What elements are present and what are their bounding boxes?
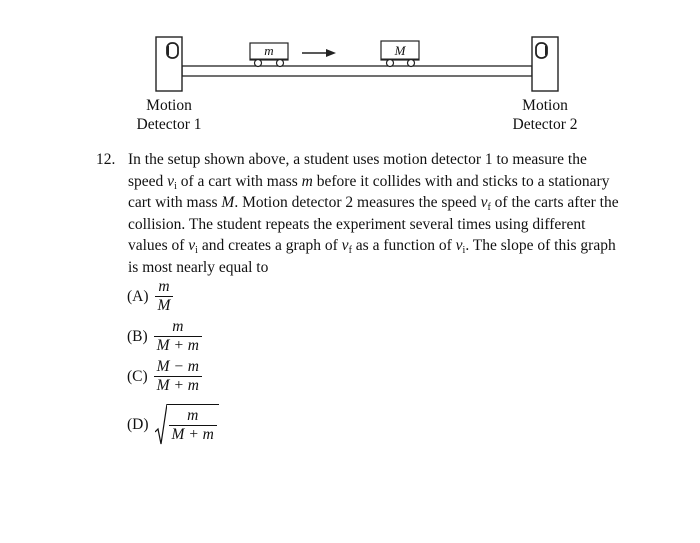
choice-d-fraction: $\frac{m}{M + m}$ xyxy=(169,407,217,444)
detector-1-label xyxy=(126,96,212,134)
velocity-arrow xyxy=(302,49,336,57)
cart-m xyxy=(250,43,288,67)
choice-a-fraction: $\frac{m}{M}$ xyxy=(155,278,174,315)
choice-b-fraction: $\frac{m}{M + m}$ xyxy=(154,318,202,355)
choice-a[interactable] xyxy=(127,278,173,315)
choice-b-letter: (B) xyxy=(127,327,148,345)
radical-sign-icon xyxy=(155,404,167,446)
detector-2-label xyxy=(502,96,588,134)
choice-d[interactable] xyxy=(127,404,219,446)
question-text: In the setup shown above, a student uses motion detector 1 to measure the speed $v_i$ of a cart with mass m before it collides with and sticks to a stationary cart with mass M. Motion detector 2 measures the speed $v_f$ of the carts after the collision. The student repeats the experiment several times using different values of $v_i$ and creates a graph of $v_f$ as a function of $v_i$. The slope of this graph is most nearly equal to xyxy=(128,151,619,276)
cart-M xyxy=(381,41,419,67)
detector-2-label-line1: Motion xyxy=(522,97,568,114)
motion-detector-1 xyxy=(156,37,182,91)
cart-m-label: m xyxy=(264,43,274,58)
cart-M-label: M xyxy=(394,43,406,58)
detector-1-label-line2: Detector 1 xyxy=(136,116,202,133)
setup-diagram xyxy=(0,0,700,145)
choice-d-sqrt xyxy=(155,404,219,446)
choice-a-letter: (A) xyxy=(127,287,149,305)
detector-1-label-line1: Motion xyxy=(146,97,192,114)
choice-b[interactable] xyxy=(127,318,202,355)
question-number: 12. xyxy=(96,151,116,168)
question-12 xyxy=(96,149,624,279)
motion-detector-2 xyxy=(532,37,558,91)
choice-c-fraction: $\frac{M - m}{M + m}$ xyxy=(154,358,202,395)
choice-c[interactable] xyxy=(127,358,202,395)
track xyxy=(182,66,532,76)
detector-2-label-line2: Detector 2 xyxy=(512,116,578,133)
choice-c-letter: (C) xyxy=(127,367,148,385)
choice-d-letter: (D) xyxy=(127,416,149,433)
